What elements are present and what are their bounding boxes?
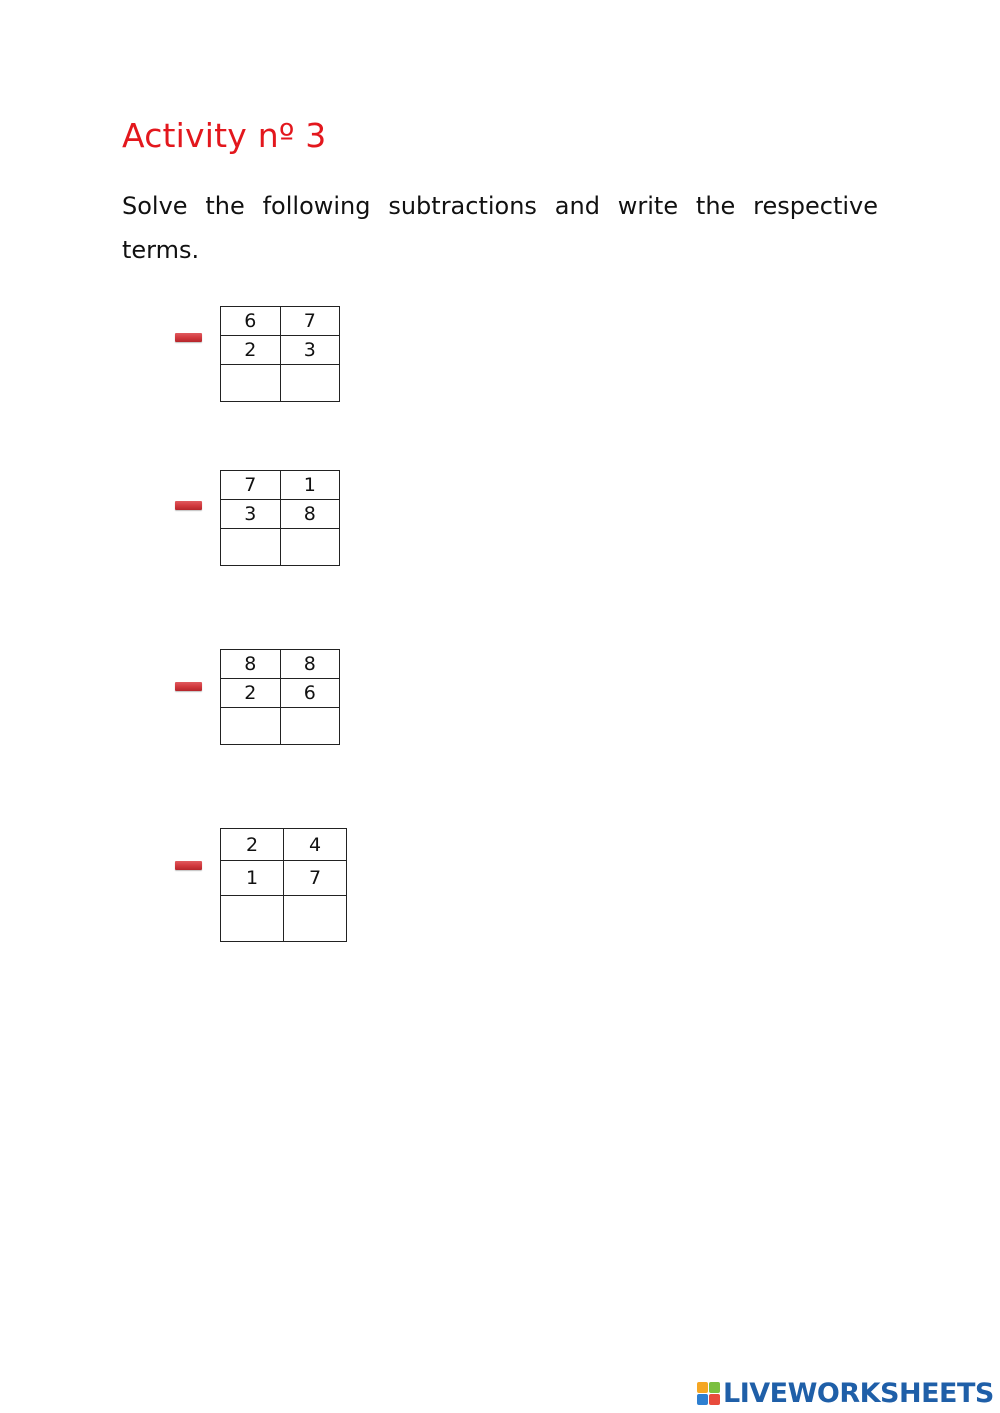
subtraction-grid xyxy=(220,306,340,402)
answer-units-field[interactable] xyxy=(280,365,340,402)
subtrahend-tens: 2 xyxy=(221,679,281,708)
subtrahend-units: 8 xyxy=(280,500,340,529)
minus-sign-icon xyxy=(175,501,202,510)
answer-units-field[interactable] xyxy=(280,708,340,745)
minuend-tens: 6 xyxy=(221,307,281,336)
liveworksheets-logo xyxy=(697,1376,994,1410)
answer-tens-field[interactable] xyxy=(221,896,284,942)
answer-tens-field[interactable] xyxy=(221,708,281,745)
subtrahend-units: 7 xyxy=(284,861,347,896)
minuend-units: 7 xyxy=(280,307,340,336)
minus-sign-icon xyxy=(175,333,202,342)
subtraction-grid xyxy=(220,649,340,745)
subtrahend-units: 6 xyxy=(280,679,340,708)
answer-units-field[interactable] xyxy=(280,529,340,566)
answer-tens-field[interactable] xyxy=(221,529,281,566)
subtrahend-units: 3 xyxy=(280,336,340,365)
minuend-units: 1 xyxy=(280,471,340,500)
subtraction-grid xyxy=(220,828,347,942)
answer-tens-field[interactable] xyxy=(221,365,281,402)
instructions-text: Solve the following subtractions and write the respective terms. xyxy=(122,192,878,264)
minuend-units: 8 xyxy=(280,650,340,679)
subtrahend-tens: 2 xyxy=(221,336,281,365)
minuend-tens: 7 xyxy=(221,471,281,500)
minuend-tens: 8 xyxy=(221,650,281,679)
liveworksheets-logo-icon xyxy=(697,1382,720,1405)
page-title: Activity nº 3 xyxy=(122,116,327,155)
subtrahend-tens: 3 xyxy=(221,500,281,529)
brand-name: LIVEWORKSHEETS xyxy=(723,1377,994,1409)
subtraction-grid xyxy=(220,470,340,566)
minuend-units: 4 xyxy=(284,829,347,861)
minus-sign-icon xyxy=(175,861,202,870)
answer-units-field[interactable] xyxy=(284,896,347,942)
minuend-tens: 2 xyxy=(221,829,284,861)
subtrahend-tens: 1 xyxy=(221,861,284,896)
minus-sign-icon xyxy=(175,682,202,691)
